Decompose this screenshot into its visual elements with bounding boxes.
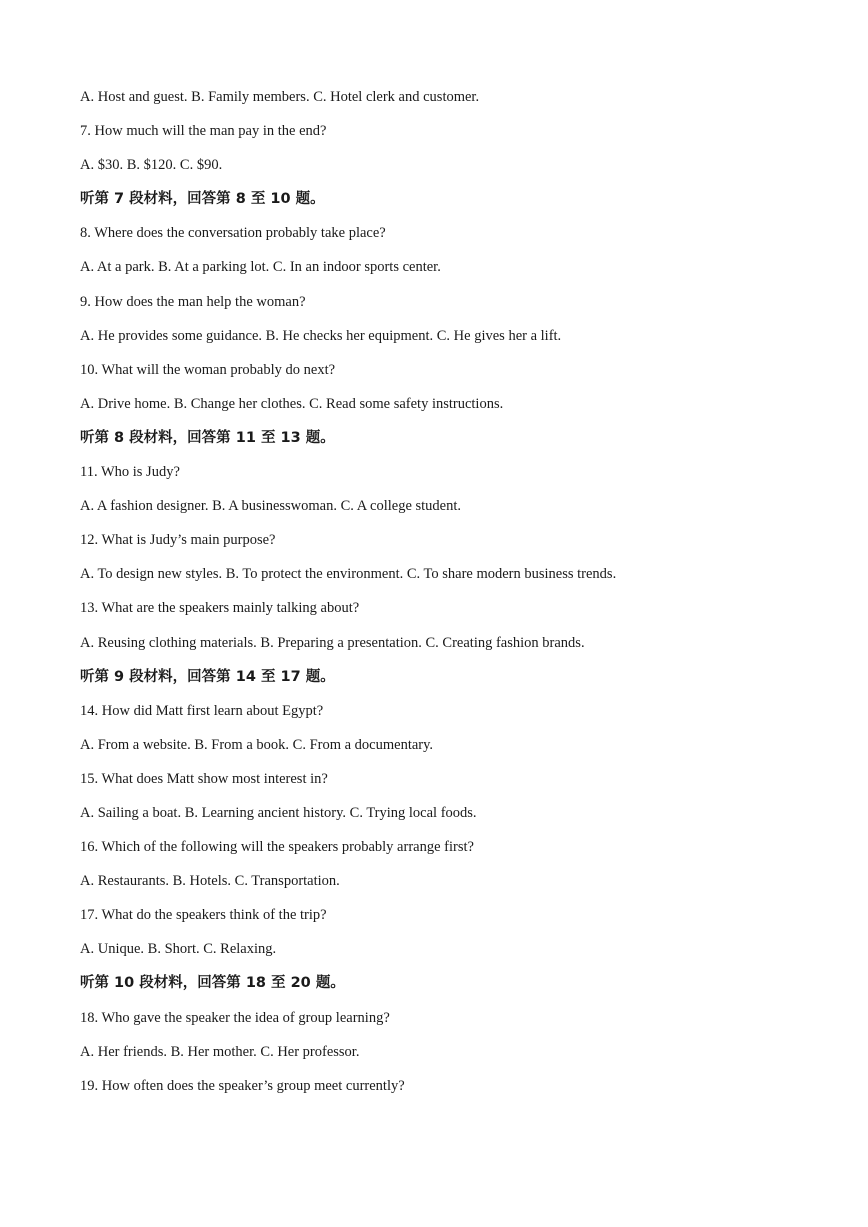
answer-options-10: A. Drive home. B. Change her clothes. C. Read some safety instructions. (80, 395, 504, 412)
section-heading-8-text: 听第 8 段材料，回答第 11 至 13 题。 (80, 429, 335, 446)
section-heading-7 (80, 186, 820, 220)
question-13: 13. What are the speakers mainly talking about? (80, 600, 360, 617)
question-14: 14. How did Matt first learn about Egypt? (80, 702, 324, 719)
answer-options-15: A. Sailing a boat. B. Learning ancient history. C. Trying local foods. (80, 804, 477, 821)
answer-options-13: A. Reusing clothing materials. B. Preparing a presentation. C. Creating fashion brands. (80, 634, 585, 651)
answer-options-7: A. $30. B. $120. C. $90. (80, 157, 223, 174)
section-heading-8 (80, 425, 820, 459)
answer-options-17: A. Unique. B. Short. C. Relaxing. (80, 941, 277, 958)
answer-options-8: A. At a park. B. At a parking lot. C. In an indoor sports center. (80, 259, 441, 276)
question-9: 9. How does the man help the woman? (80, 293, 306, 310)
section-heading-7-text: 听第 7 段材料，回答第 8 至 10 题。 (80, 191, 325, 208)
answer-options-18: A. Her friends. B. Her mother. C. Her professor. (80, 1043, 360, 1060)
section-heading-9-text: 听第 9 段材料，回答第 14 至 17 题。 (80, 668, 335, 685)
question-10: 10. What will the woman probably do next? (80, 361, 336, 378)
answer-options-14: A. From a website. B. From a book. C. From a documentary. (80, 736, 434, 753)
question-12: 12. What is Judy’s main purpose? (80, 532, 276, 549)
section-heading-10-text: 听第 10 段材料，回答第 18 至 20 题。 (80, 975, 345, 992)
answer-options-12: A. To design new styles. B. To protect the environment. C. To share modern business trends. (80, 566, 617, 583)
question-19: 19. How often does the speaker’s group meet currently? (80, 1077, 405, 1094)
document-page (80, 84, 820, 1107)
question-8: 8. Where does the conversation probably take place? (80, 225, 386, 242)
section-heading-9 (80, 664, 820, 698)
question-17: 17. What do the speakers think of the trip? (80, 907, 327, 924)
question-15: 15. What does Matt show most interest in? (80, 770, 328, 787)
question-11: 11. Who is Judy? (80, 464, 180, 481)
question-7: 7. How much will the man pay in the end? (80, 123, 327, 140)
section-heading-10 (80, 970, 820, 1004)
answer-options-9: A. He provides some guidance. B. He checks her equipment. C. He gives her a lift. (80, 327, 562, 344)
question-16: 16. Which of the following will the speakers probably arrange first? (80, 839, 474, 856)
answer-options-11: A. A fashion designer. B. A businesswoman. C. A college student. (80, 498, 462, 515)
question-18: 18. Who gave the speaker the idea of group learning? (80, 1009, 390, 1026)
answer-options-6: A. Host and guest. B. Family members. C. Hotel clerk and customer. (80, 89, 480, 105)
answer-options-16: A. Restaurants. B. Hotels. C. Transportation. (80, 873, 340, 890)
